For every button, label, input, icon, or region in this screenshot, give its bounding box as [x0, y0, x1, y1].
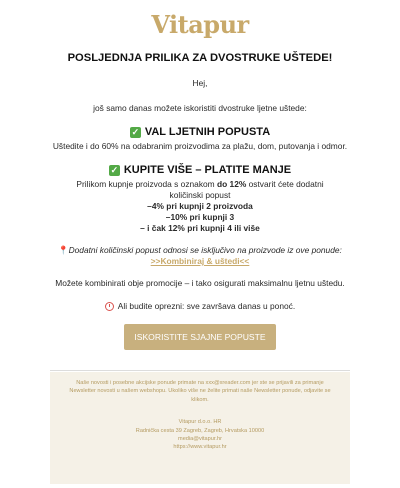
tier-item: – i čak 12% pri kupnji 4 ili više [140, 223, 260, 233]
vitapur-logo[interactable]: Vitapur [151, 10, 249, 39]
footer-company: Vitapur d.o.o. HR [178, 419, 222, 426]
section1-title-text: VAL LJETNIH POPUSTA [144, 126, 271, 138]
unsubscribe-link[interactable]: klikom [191, 396, 208, 403]
discount-tiers [0, 201, 400, 234]
section2-title-text: KUPITE VIŠE – PLATITE MANJE [123, 164, 292, 176]
footer-address [50, 418, 350, 452]
intro-text: još samo danas možete iskoristiti dvostruke ljetne uštede: [93, 103, 307, 113]
combine-text: Možete kombinirati obje promocije – i tako osigurati maksimalnu ljetnu uštedu. [55, 278, 345, 288]
section1-text: Uštedite i do 60% na odabranim proizvodima za plažu, dom, putovanja i odmor. [52, 141, 348, 151]
footer-legal-text: Naše novosti i posebne akcijske ponude primate na xxx@xreader.com jer ste se prijavili za primanje Newsletter novosti u našem webshopu. Ukoliko više ne želite primati naše Newsletter ponude, odjavite se [69, 380, 331, 395]
reminder [40, 301, 360, 312]
pin-icon: 📍 [58, 245, 69, 255]
tier-item: –10% pri kupnji 3 [165, 212, 235, 222]
divider [50, 370, 350, 371]
headline: POSLJEDNJA PRILIKA ZA DVOSTRUKE UŠTEDE! [67, 52, 333, 64]
footer-street: Radnička cesta 39 Zagreb, Zagreb, Hrvatska 10000 [135, 427, 265, 434]
section2-text-post: ostvarit ćete dodatni količinski popust [169, 179, 324, 200]
reminder-text: Ali budite oprezni: sve završava danas u ponoć. [117, 301, 296, 311]
footer-email-link[interactable]: media@vitapur.hr [178, 436, 222, 443]
alarm-clock-icon [105, 302, 114, 311]
combine-save-link[interactable]: >>Kombiniraj & uštedi<< [150, 256, 250, 266]
section1-title [0, 126, 400, 138]
greeting: Hej, [192, 78, 208, 88]
check-mark-icon: ✓ [131, 126, 140, 137]
note-text: Dodatni količinski popust odnosi se isključivo na proizvode iz ove ponude: [68, 245, 342, 255]
section2-title [0, 164, 400, 176]
check-mark-icon: ✓ [110, 164, 119, 175]
footer [50, 372, 350, 484]
section2-text [60, 179, 340, 201]
cta-button[interactable]: ISKORISTITE SJAJNE POPUSTE [124, 324, 275, 350]
tier-item: –4% pri kupnji 2 proizvoda [147, 201, 253, 211]
footer-website-link[interactable]: https://www.vitapur.hr [173, 444, 227, 451]
note [40, 245, 360, 267]
footer-legal: Naše novosti i posebne akcijske ponude primate na xxx@xreader.com jer ste se prijavili za primanje Newsletter novosti u našem webshopu. Ukoliko više ne želite primati naše Newsletter ponude, odjavite se klikom. [69, 380, 331, 403]
section2-text-pre: Prilikom kupnje proizvoda s oznakom [76, 179, 217, 189]
section2-text-bold: do 12% [216, 179, 247, 189]
